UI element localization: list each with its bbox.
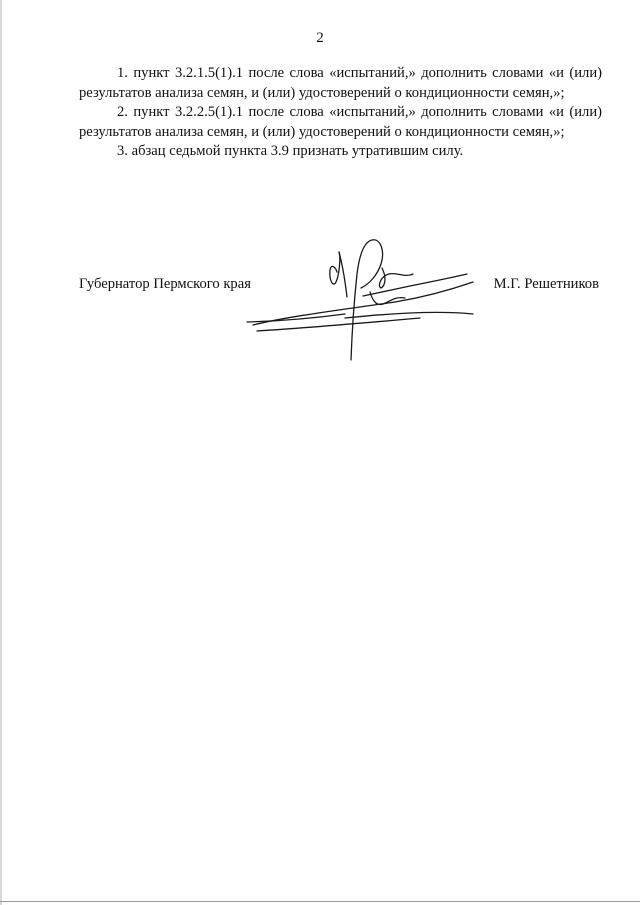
scan-edge-left bbox=[0, 0, 2, 905]
scan-edge-bottom bbox=[0, 901, 640, 902]
body-text bbox=[79, 64, 602, 162]
page-number: 2 bbox=[316, 30, 324, 46]
handwritten-signature bbox=[245, 222, 480, 362]
signatory-position: Губернатор Пермского края bbox=[79, 276, 251, 292]
paragraph-item-3: 3. абзац седьмой пункта 3.9 признать утратившим силу. bbox=[117, 143, 464, 160]
signatory-name: М.Г. Решетников bbox=[493, 276, 599, 292]
paragraph-item-1: 1. пункт 3.2.1.5(1).1 после слова «испытаний,» дополнить словами «и (или) результатов анализа семян, и (или) удостоверений о кондиционности семян,»; bbox=[79, 65, 602, 101]
paragraph-item-2: 2. пункт 3.2.2.5(1).1 после слова «испытаний,» дополнить словами «и (или) результатов анализа семян, и (или) удостоверений о кондиционности семян,»; bbox=[79, 104, 602, 140]
